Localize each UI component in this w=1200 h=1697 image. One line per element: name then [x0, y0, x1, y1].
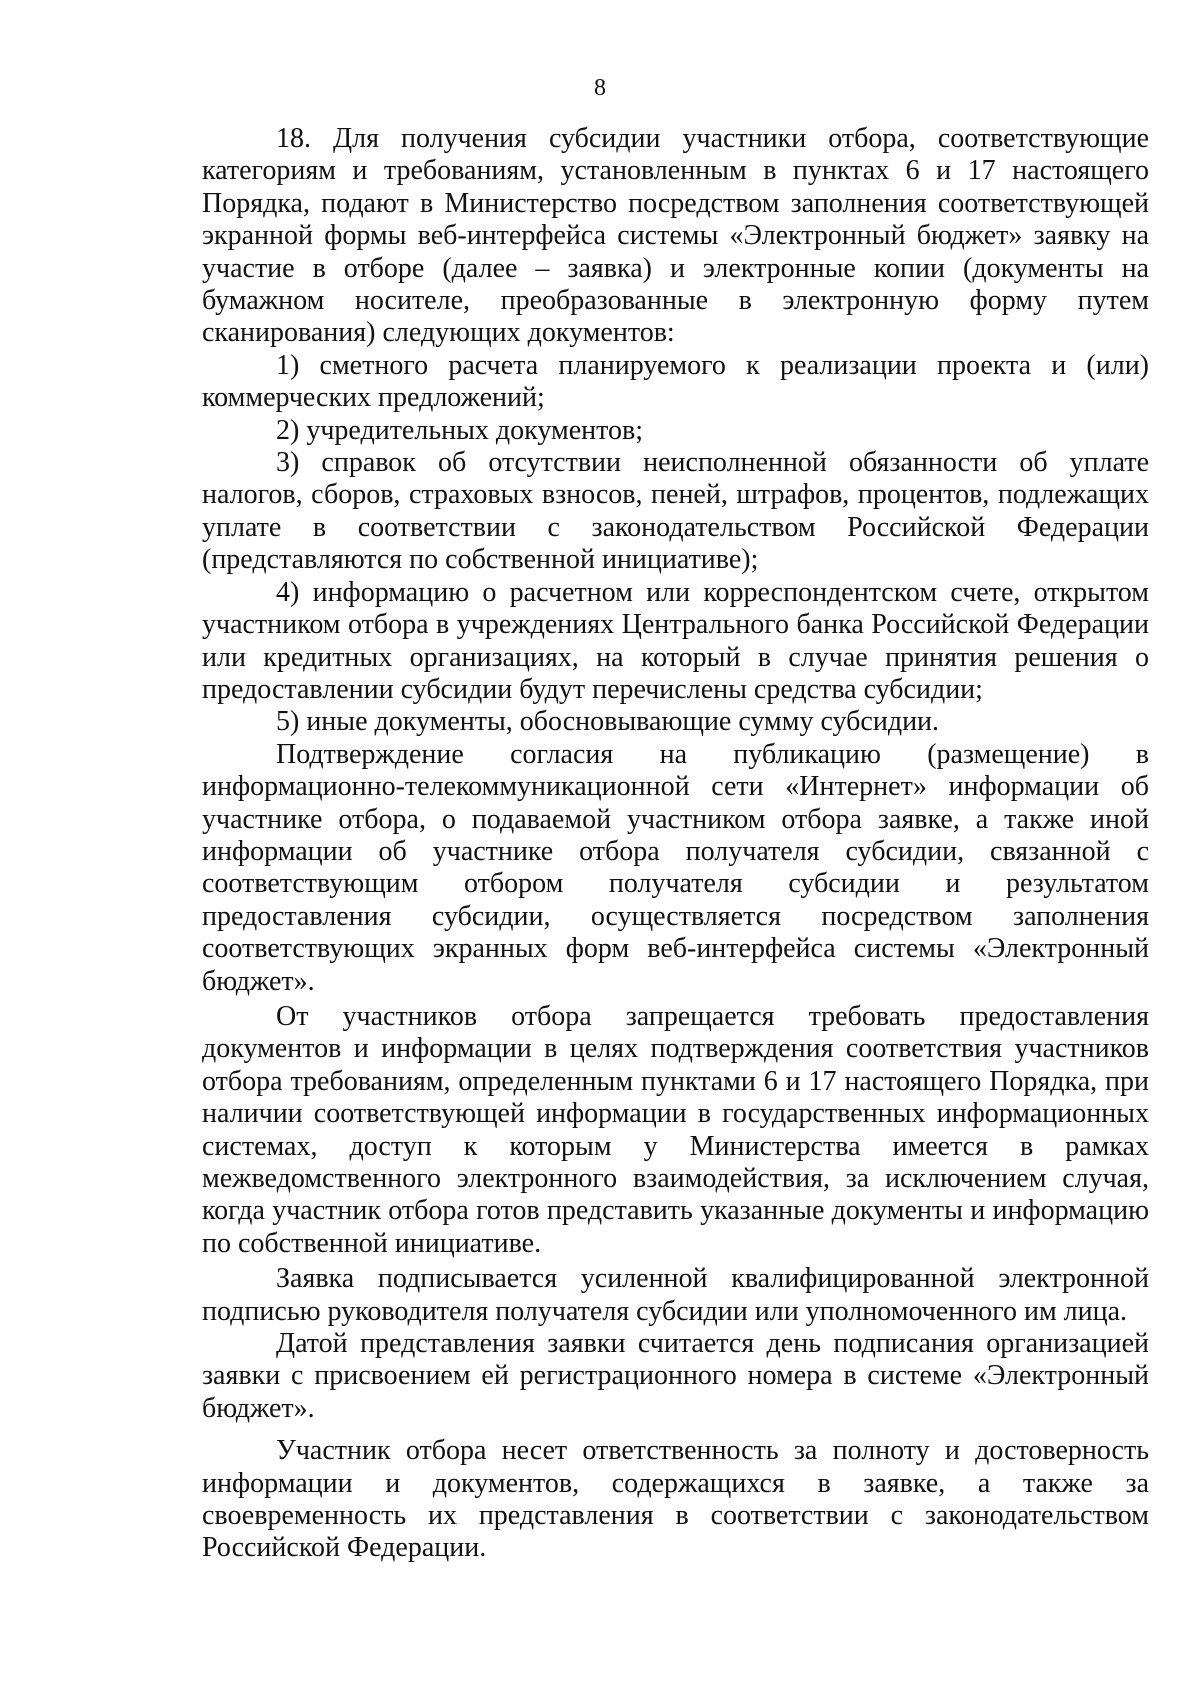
list-item-5: 5) иные документы, обосновывающие сумму субсидии. [276, 706, 940, 738]
signature-paragraph: Заявка подписывается усиленной квалифицированной электронной подписью руководителя получателя субсидии или уполномоченного им лица. [202, 1263, 1149, 1327]
page-number: 8 [594, 75, 606, 101]
list-item-4: 4) информацию о расчетном или корреспондентском счете, открытом участником отбора в учреждениях Центрального банка Российской Федерации или кредитных организациях, на который в случае принятия решения о предоставлении субсидии будут перечислены средства субсидии; [202, 576, 1149, 705]
submission-date-paragraph: Датой представления заявки считается день подписания организацией заявки с присвоением ей регистрационного номера в системе «Электронный бюджет». [202, 1328, 1149, 1424]
publication-consent-paragraph: Подтверждение согласия на публикацию (размещение) в информационно-телекоммуникационной сети «Интернет» информации об участнике отбора, о подаваемой участником отбора заявке, а также иной информации об участнике отбора получателя субсидии, связанной с соответствующим отбором получателя субсидии и результатом предоставления субсидии, осуществляется посредством заполнения соответствующих экранных форм веб-интерфейса системы «Электронный бюджет». [202, 738, 1149, 997]
list-item-1: 1) сметного расчета планируемого к реализации проекта и (или) коммерческих предложений; [202, 349, 1149, 414]
list-item-3: 3) справок об отсутствии неисполненной обязанности об уплате налогов, сборов, страховых взносов, пеней, штрафов, процентов, подлежащих уплате в соответствии с законодательством Российской Федерации (представляются по собственной инициативе); [202, 447, 1149, 576]
prohibition-paragraph: От участников отбора запрещается требовать предоставления документов и информации в целях подтверждения соответствия участников отбора требованиям, определенным пунктами 6 и 17 настоящего Порядка, при наличии соответствующей информации в государственных информационных системах, доступ к которым у Министерства имеется в рамках межведомственного электронного взаимодействия, за исключением случая, когда участник отбора готов представить указанные документы и информацию по собственной инициативе. [202, 1000, 1149, 1259]
paragraph-18-intro: 18. Для получения субсидии участники отбора, соответствующие категориям и требованиям, установленным в пунктах 6 и 17 настоящего Порядка, подают в Министерство посредством заполнения соответствующей экранной формы веб-интерфейса системы «Электронный бюджет» заявку на участие в отборе (далее – заявка) и электронные копии (документы на бумажном носителе, преобразованные в электронную форму путем сканирования) следующих документов: [202, 123, 1149, 349]
responsibility-paragraph: Участник отбора несет ответственность за полноту и достоверность информации и документов, содержащихся в заявке, а также за своевременность их представления в соответствии с законодательством Российской Федерации. [202, 1435, 1149, 1564]
list-item-2: 2) учредительных документов; [276, 414, 643, 446]
document-body [202, 123, 1149, 1565]
